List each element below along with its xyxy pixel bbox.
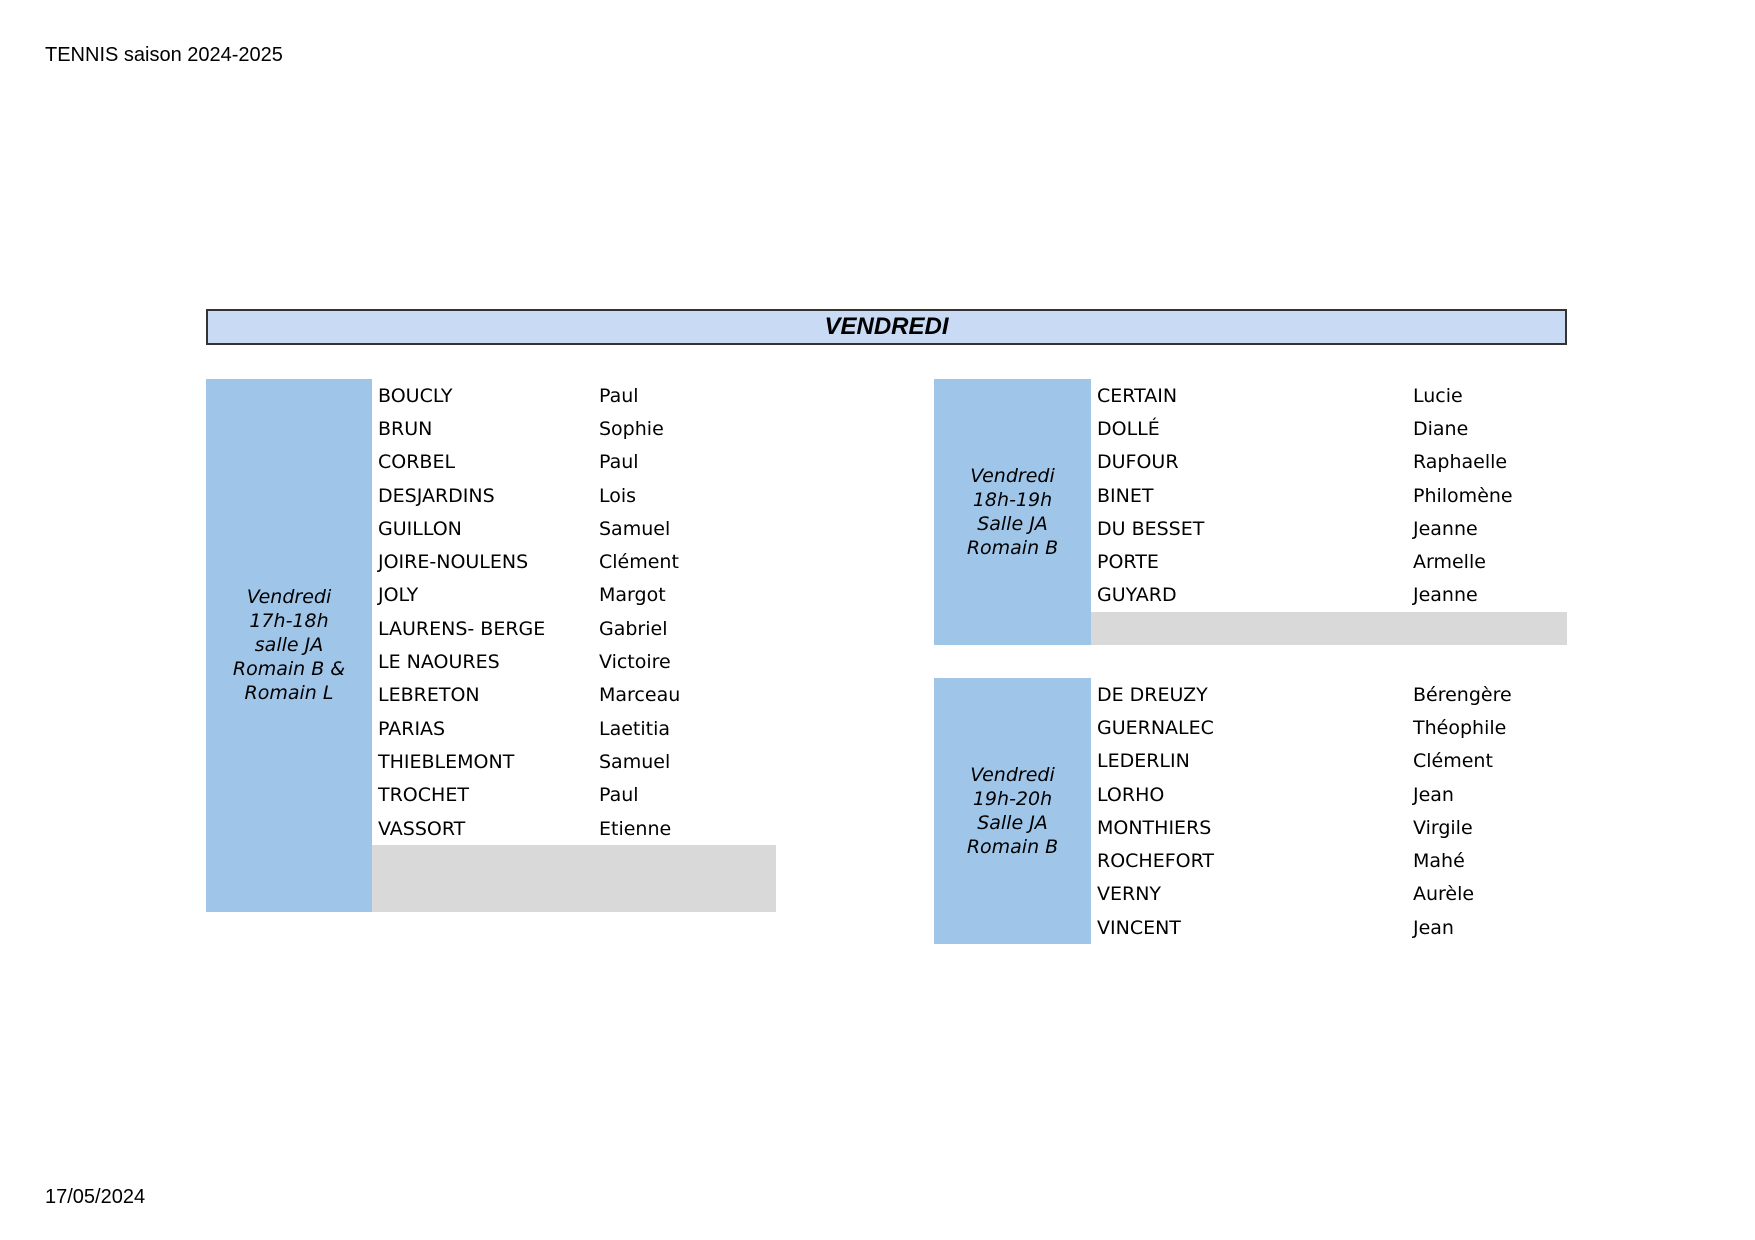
player-first-name: Samuel: [599, 517, 671, 540]
player-first-name: Raphaelle: [1413, 451, 1508, 474]
player-row: [372, 779, 776, 812]
player-last-name: DUFOUR: [1097, 451, 1179, 474]
player-row: [372, 679, 776, 712]
player-first-name: Victoire: [599, 651, 671, 674]
session-label: [934, 678, 1091, 944]
player-last-name: GUERNALEC: [1097, 716, 1214, 739]
player-first-name: Gabriel: [599, 617, 668, 640]
player-last-name: DESJARDINS: [378, 484, 495, 507]
player-row: [372, 546, 776, 579]
player-last-name: CORBEL: [378, 451, 456, 474]
player-last-name: DOLLÉ: [1097, 417, 1160, 440]
player-last-name: GUYARD: [1097, 584, 1177, 607]
player-last-name: THIEBLEMONT: [378, 750, 515, 773]
player-first-name: Etienne: [599, 817, 672, 840]
player-first-name: Jean: [1413, 783, 1454, 806]
player-first-name: Diane: [1413, 417, 1469, 440]
player-first-name: Jean: [1413, 916, 1454, 939]
player-row: [372, 446, 776, 479]
player-last-name: PORTE: [1097, 551, 1159, 574]
player-first-name: Lucie: [1413, 384, 1463, 407]
player-first-name: Lois: [599, 484, 637, 507]
player-first-name: Jeanne: [1413, 584, 1478, 607]
player-last-name: LEBRETON: [378, 684, 480, 707]
player-row: [1091, 678, 1567, 711]
player-last-name: BOUCLY: [378, 384, 453, 407]
player-first-name: Armelle: [1413, 551, 1486, 574]
player-first-name: Margot: [599, 584, 666, 607]
player-row: [1091, 479, 1567, 512]
player-first-name: Philomène: [1413, 484, 1513, 507]
session-label-line: Vendredi: [970, 764, 1055, 787]
player-last-name: PARIAS: [378, 717, 446, 740]
player-first-name: Clément: [599, 551, 679, 574]
empty-slot: [372, 845, 776, 912]
session-label-line: 19h-20h: [972, 788, 1053, 811]
player-first-name: Samuel: [599, 750, 671, 773]
session-label-line: Salle JA: [977, 812, 1048, 835]
player-first-name: Sophie: [599, 417, 664, 440]
session-label-line: 17h-18h: [249, 610, 329, 633]
player-first-name: Marceau: [599, 684, 681, 707]
session-label: [934, 379, 1091, 645]
player-row: [1091, 878, 1567, 911]
player-last-name: LE NAOURES: [378, 651, 500, 674]
footer-date: 17/05/2024: [45, 1186, 146, 1208]
player-first-name: Jeanne: [1413, 517, 1478, 540]
player-row: [372, 512, 776, 545]
player-last-name: DE DREUZY: [1097, 683, 1208, 706]
session-label-line: Vendredi: [970, 465, 1055, 488]
player-row: [1091, 379, 1567, 412]
player-row: [1091, 711, 1567, 744]
player-row: [372, 712, 776, 745]
player-last-name: ROCHEFORT: [1097, 850, 1215, 873]
player-row: [1091, 811, 1567, 844]
session-label-line: Romain B: [966, 836, 1059, 859]
player-row: [1091, 911, 1567, 944]
player-last-name: LAURENS- BERGE: [378, 617, 546, 640]
player-first-name: Paul: [599, 784, 639, 807]
player-row: [1091, 778, 1567, 811]
player-last-name: VINCENT: [1097, 916, 1181, 939]
player-row: [372, 645, 776, 678]
session-label-line: 18h-19h: [972, 489, 1053, 512]
player-row: [372, 379, 776, 412]
session-label-line: Romain B &: [232, 658, 346, 681]
player-row: [1091, 512, 1567, 545]
player-first-name: Paul: [599, 451, 639, 474]
player-row: [1091, 412, 1567, 445]
session-label-line: Romain L: [244, 682, 334, 705]
player-row: [372, 479, 776, 512]
player-last-name: VERNY: [1097, 883, 1162, 906]
player-first-name: Aurèle: [1413, 883, 1475, 906]
player-last-name: LORHO: [1097, 783, 1165, 806]
player-row: [372, 579, 776, 612]
player-first-name: Mahé: [1413, 850, 1465, 873]
player-last-name: JOIRE-NOULENS: [378, 551, 529, 574]
session-label-line: salle JA: [254, 634, 324, 657]
player-last-name: TROCHET: [378, 784, 469, 807]
player-first-name: Théophile: [1413, 716, 1507, 739]
document-title: TENNIS saison 2024-2025: [45, 44, 283, 66]
player-row: [1091, 745, 1567, 778]
player-row: [1091, 446, 1567, 479]
player-first-name: Clément: [1413, 750, 1493, 773]
empty-slot: [1091, 612, 1567, 645]
player-first-name: Paul: [599, 384, 639, 407]
player-row: [1091, 546, 1567, 579]
player-row: [372, 412, 776, 445]
player-row: [1091, 845, 1567, 878]
player-last-name: VASSORT: [378, 817, 466, 840]
player-last-name: DU BESSET: [1097, 517, 1205, 540]
session-label-line: Vendredi: [246, 586, 332, 609]
player-last-name: BRUN: [378, 417, 433, 440]
player-last-name: MONTHIERS: [1097, 816, 1212, 839]
player-row: [372, 812, 776, 845]
session-label-line: Romain B: [966, 537, 1059, 560]
player-row: [372, 745, 776, 778]
player-row: [372, 612, 776, 645]
player-last-name: CERTAIN: [1097, 384, 1178, 407]
session-label: [206, 379, 372, 912]
player-last-name: GUILLON: [378, 517, 462, 540]
player-last-name: BINET: [1097, 484, 1154, 507]
player-last-name: LEDERLIN: [1097, 750, 1190, 773]
player-row: [1091, 579, 1567, 612]
player-first-name: Virgile: [1413, 816, 1473, 839]
day-banner: VENDREDI: [206, 309, 1567, 345]
player-last-name: JOLY: [378, 584, 419, 607]
player-first-name: Laetitia: [599, 717, 671, 740]
player-first-name: Bérengère: [1413, 683, 1512, 706]
session-label-line: Salle JA: [977, 513, 1048, 536]
